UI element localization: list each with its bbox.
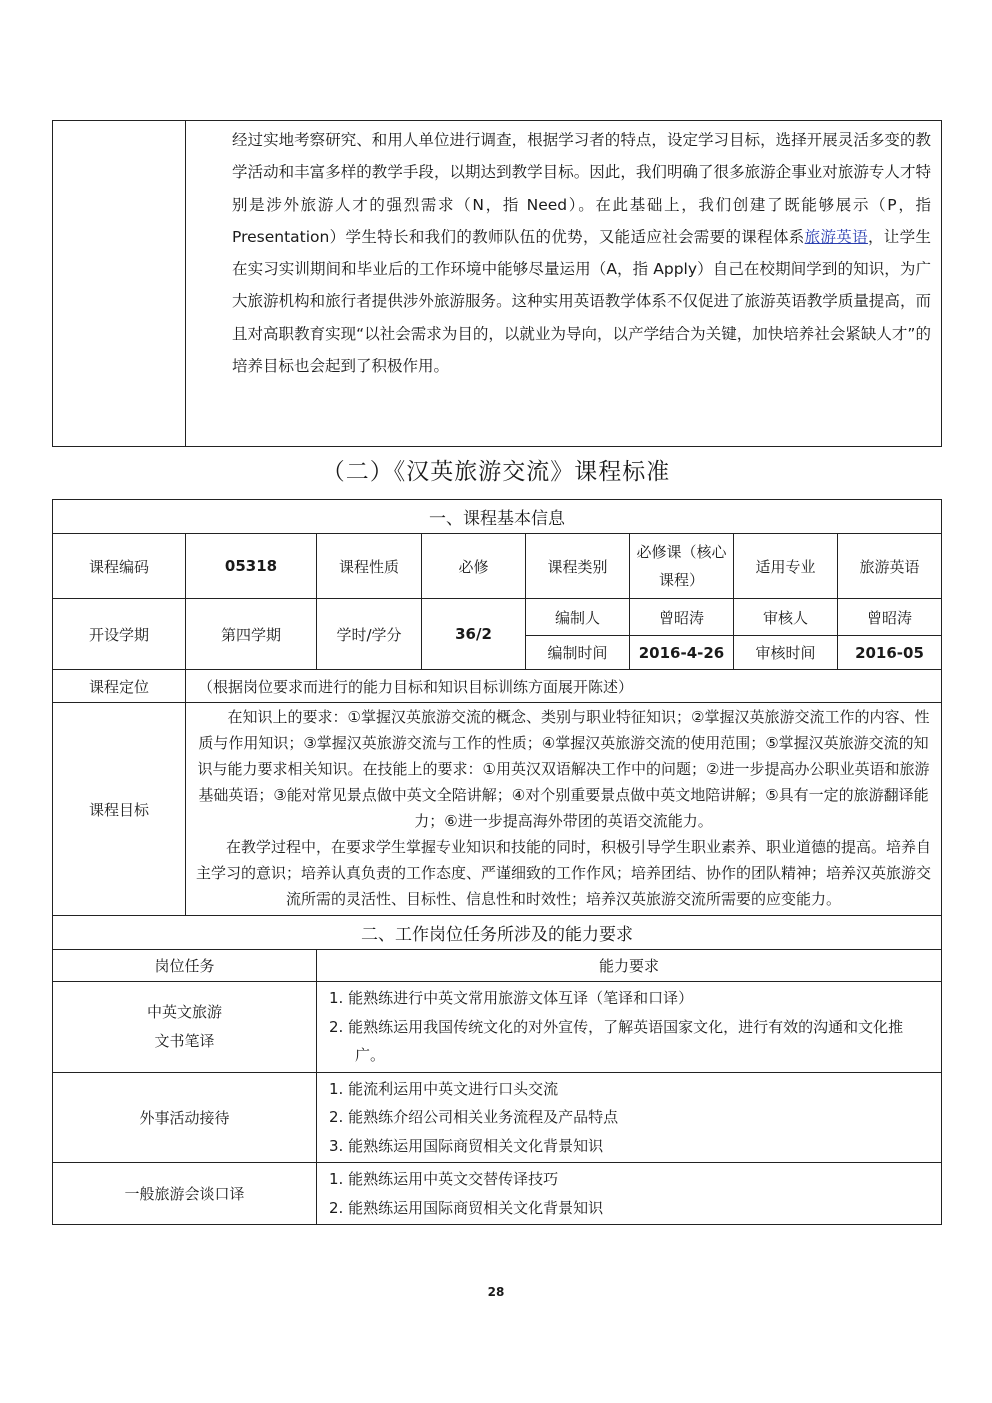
- reviewer-label: 审核人: [734, 599, 838, 636]
- course-standard-table: [52, 499, 942, 1225]
- ability-row: [53, 1163, 942, 1225]
- requirement-item: 2. 能熟练运用我国传统文化的对外宣传，了解英语国家文化，进行有效的沟通和文化推广。: [329, 1017, 904, 1064]
- editor-value: 曾昭涛: [630, 599, 734, 636]
- task-cell: 外事活动接待: [53, 1072, 317, 1163]
- intro-table: [52, 120, 942, 447]
- objective-paragraph-1: 在知识上的要求：①掌握汉英旅游交流的概念、类别与职业特征知识；②掌握汉英旅游交流工作的内容、性质与作用知识；③掌握汉英旅游交流与工作的性质；④掌握汉英旅游交流的使用范围；⑤掌握汉英旅游交流的知识与能力要求相关知识。在技能上的要求：①用英汉双语解决工作中的问题；②进一步提高办公职业英语和旅游基础英语；③能对常见景点做中英文全陪讲解；④对个别重要景点做中英文地陪讲解；⑤具有一定的旅游翻译能力；⑥进一步提高海外带团的英语交流能力。: [197, 708, 930, 830]
- reviewer-value: 曾昭涛: [838, 599, 942, 636]
- semester-value: 第四学期: [186, 599, 317, 670]
- editor-label: 编制人: [526, 599, 630, 636]
- objective-content: [186, 703, 942, 916]
- positioning-label: 课程定位: [53, 670, 186, 703]
- major-value: 旅游英语: [838, 534, 942, 599]
- task-cell: [53, 982, 317, 1073]
- requirement-item: 3. 能熟练运用国际商贸相关文化背景知识: [329, 1136, 604, 1155]
- course-category-value: 必修课（核心课程）: [630, 534, 734, 599]
- semester-label: 开设学期: [53, 599, 186, 670]
- requirement-cell: [317, 982, 942, 1073]
- objective-label: 课程目标: [53, 703, 186, 916]
- course-code-value: 05318: [186, 534, 317, 599]
- course-nature-value: 必修: [422, 534, 526, 599]
- intro-text-before-link: 经过实地考察研究、和用人单位进行调查，根据学习者的特点，设定学习目标，选择开展灵活多变的教学活动和丰富多样的教学手段，以期达到教学目标。因此，我们明确了很多旅游企事业对旅游专人才特别是涉外旅游人才的强烈需求（N，指 Need）。在此基础上，我们创建了既能够展示（P，指 Presentation）学生特长和我们的教师队伍的优势，又能适应社会需要的课程体系: [232, 131, 931, 246]
- task-column-header: 岗位任务: [53, 950, 317, 982]
- page-number: 28: [487, 1285, 505, 1299]
- edit-time-value: 2016-4-26: [630, 636, 734, 670]
- review-time-label: 审核时间: [734, 636, 838, 670]
- course-code-label: 课程编码: [53, 534, 186, 599]
- tourism-english-link[interactable]: 旅游英语: [804, 227, 868, 246]
- task-line: 文书笔译: [154, 1031, 215, 1050]
- course-category-label: 课程类别: [526, 534, 630, 599]
- positioning-value: （根据岗位要求而进行的能力目标和知识目标训练方面展开陈述）: [186, 670, 942, 703]
- edit-time-label: 编制时间: [526, 636, 630, 670]
- requirement-cell: [317, 1163, 942, 1225]
- intro-left-cell: [53, 121, 186, 447]
- requirement-item: 1. 能熟练进行中英文常用旅游文体互译（笔译和口译）: [329, 989, 694, 1007]
- task-cell: 一般旅游会谈口译: [53, 1163, 317, 1225]
- requirement-item: 2. 能熟练介绍公司相关业务流程及产品特点: [329, 1108, 619, 1126]
- objective-paragraph-2: 在教学过程中，在要求学生掌握专业知识和技能的同时，积极引导学生职业素养、职业道德的提高。培养自主学习的意识；培养认真负责的工作态度、严谨细致的工作作风；培养团结、协作的团队精神；培养汉英旅游交流所需的灵活性、目标性、信息性和时效性；培养汉英旅游交流所需要的应变能力。: [195, 838, 931, 908]
- intro-text-after-link: ，让学生在实习实训期间和毕业后的工作环境中能够尽量运用（A，指 Apply）自己在校期间学到的知识，为广大旅游机构和旅行者提供涉外旅游服务。这种实用英语教学体系不仅促进了旅游英语教学质量提高，而且对高职教育实现“以社会需求为目的，以就业为导向，以产学结合为关键，加快培养社会紧缺人才”的培养目标也会起到了积极作用。: [232, 227, 931, 376]
- basic-info-header: 一、课程基本信息: [53, 500, 942, 534]
- requirement-item: 1. 能流利运用中英文进行口头交流: [329, 1079, 559, 1098]
- major-label: 适用专业: [734, 534, 838, 599]
- requirement-cell: [317, 1072, 942, 1163]
- intro-paragraph: [186, 121, 942, 447]
- review-time-value: 2016-05: [838, 636, 942, 670]
- requirement-item: 2. 能熟练运用国际商贸相关文化背景知识: [329, 1198, 604, 1217]
- hours-credits-value: 36/2: [422, 599, 526, 670]
- course-nature-label: 课程性质: [317, 534, 422, 599]
- abilities-header: 二、工作岗位任务所涉及的能力要求: [53, 916, 942, 950]
- ability-row: [53, 982, 942, 1073]
- requirement-column-header: 能力要求: [317, 950, 942, 982]
- hours-credits-label: 学时/学分: [317, 599, 422, 670]
- section-title: （二）《汉英旅游交流》课程标准: [321, 459, 671, 485]
- task-line: 中英文旅游: [146, 1002, 222, 1021]
- requirement-item: 1. 能熟练运用中英文交替传译技巧: [329, 1170, 559, 1188]
- ability-row: [53, 1072, 942, 1163]
